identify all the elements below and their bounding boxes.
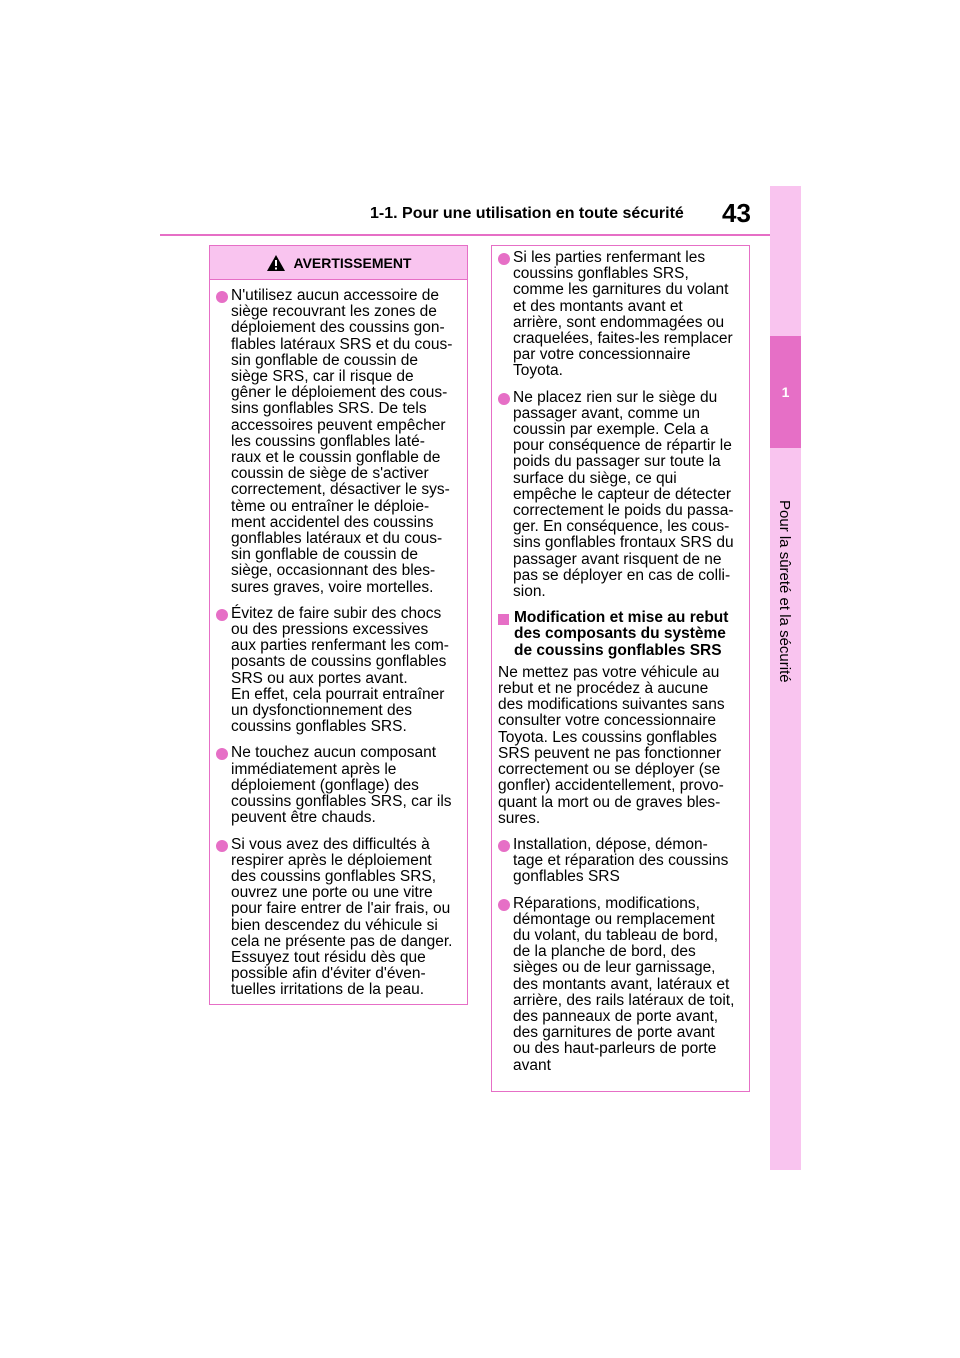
warning-header (210, 246, 467, 280)
warning-triangle-icon (266, 254, 286, 272)
list-item-text: Installation, dépose, démon- tage et réparation des coussins gonflables SRS (513, 835, 729, 886)
warning-title: AVERTISSEMENT (293, 254, 412, 271)
list-item (498, 390, 743, 601)
square-bullet-icon (498, 614, 509, 625)
list-item-text: Ne touchez aucun composant immédiatement après le déploiement (gonflage) des coussins gonflables SRS, car ils peuvent être chauds. (231, 744, 452, 827)
list-item-text: Si vous avez des difficultés à respirer après le déploiement des coussins gonflables SRS, ouvrez une porte ou une vitre pour faire entrer de l'air frais, ou bien descendez du véhicule si cela ne présente pas de danger. Essuyez tout résidu dès que possible afin d'éviter d'éven- tuelles irritations de la peau. (231, 835, 453, 999)
bullet-dot-icon (498, 393, 510, 405)
page-number: 43 (722, 198, 751, 228)
chapter-number: 1 (781, 384, 790, 400)
list-item-text: Évitez de faire subir des chocs ou des pressions excessives aux parties renfermant les com- posants de coussins gonflables SRS ou aux portes avant. En effet, cela pourrait entraîner un dysfonctionnement des coussins gonflables SRS. (231, 604, 449, 736)
page-header-title: 1-1. Pour une utilisation en toute sécurité (370, 205, 684, 222)
bullet-dot-icon (498, 840, 510, 852)
bullet-dot-icon (216, 291, 228, 303)
section-heading-text: Modification et mise au rebut des composants du système de coussins gonflables SRS (514, 609, 729, 659)
side-tab-chapter-marker (770, 336, 801, 448)
list-item-text: N'utilisez aucun accessoire de siège recouvrant les zones de déploiement des coussins gon- flables latéraux SRS et du cous- sin gonflable de coussin de siège SRS, car il risque de gêner le déploiement des cous- sins gonflables SRS. De tels accessoires peuvent empêcher les coussins gonflables laté- raux et le coussin gonflable de coussin de siège de s'activer correctement, désactiver le sys- tème ou entraîner le déploie- ment accidentel des coussins gonflables latéraux et du cous- sin gonflable de coussin de siège, occasionnant des bles- sures graves, voire mortelles. (231, 287, 453, 596)
side-tab-label: Pour la sûreté et la sécurité (776, 500, 793, 683)
list-item (216, 745, 461, 826)
list-item (216, 288, 461, 596)
right-warning-continuation-box (491, 245, 750, 1092)
bullet-dot-icon (216, 840, 228, 852)
list-item (498, 250, 743, 380)
bullet-dot-icon (498, 253, 510, 265)
header-rule (160, 234, 770, 236)
list-item (216, 606, 461, 736)
warning-body (210, 280, 467, 999)
section-heading (498, 610, 743, 659)
list-item-text: Ne placez rien sur le siège du passager avant, comme un coussin par exemple. Cela a pour conséquence de répartir le poids du passager sur toute la surface du siège, ce qui empêche le capteur de détecter correctement le poids du passa- ger. En conséquence, les cous- sins gonflables frontaux SRS du passager avant risquent de ne pas se déployer en cas de colli- sion. (513, 388, 734, 601)
list-item (216, 837, 461, 999)
section-paragraph: Ne mettez pas votre véhicule au rebut et ne procédez à aucune des modifications suivantes sans consulter votre concessionnaire Toyota. Les coussins gonflables SRS peuvent ne pas fonctionner correctement ou se déployer (se gonfler) accidentellement, provo- quant la mort ou de graves bles- sures. (498, 663, 725, 827)
list-item (498, 896, 743, 1074)
list-item (498, 837, 743, 886)
list-item-text: Si les parties renfermant les coussins gonflables SRS, comme les garnitures du volant et des montants avant et arrière, sont endommagées ou craquelées, faites-les remplacer par votre concessionnaire Toyota. (513, 249, 733, 380)
bullet-dot-icon (498, 899, 510, 911)
bullet-dot-icon (216, 748, 228, 760)
warning-box (209, 245, 468, 1005)
list-item-text: Réparations, modifications, démontage ou remplacement du volant, du tableau de bord, de la planche de bord, des sièges ou de leur garnissage, des montants avant, latéraux et arrière, des rails latéraux de toit, des panneaux de porte avant, des garnitures de porte avant ou des haut-parleurs de porte avant (513, 894, 735, 1074)
bullet-dot-icon (216, 609, 228, 621)
